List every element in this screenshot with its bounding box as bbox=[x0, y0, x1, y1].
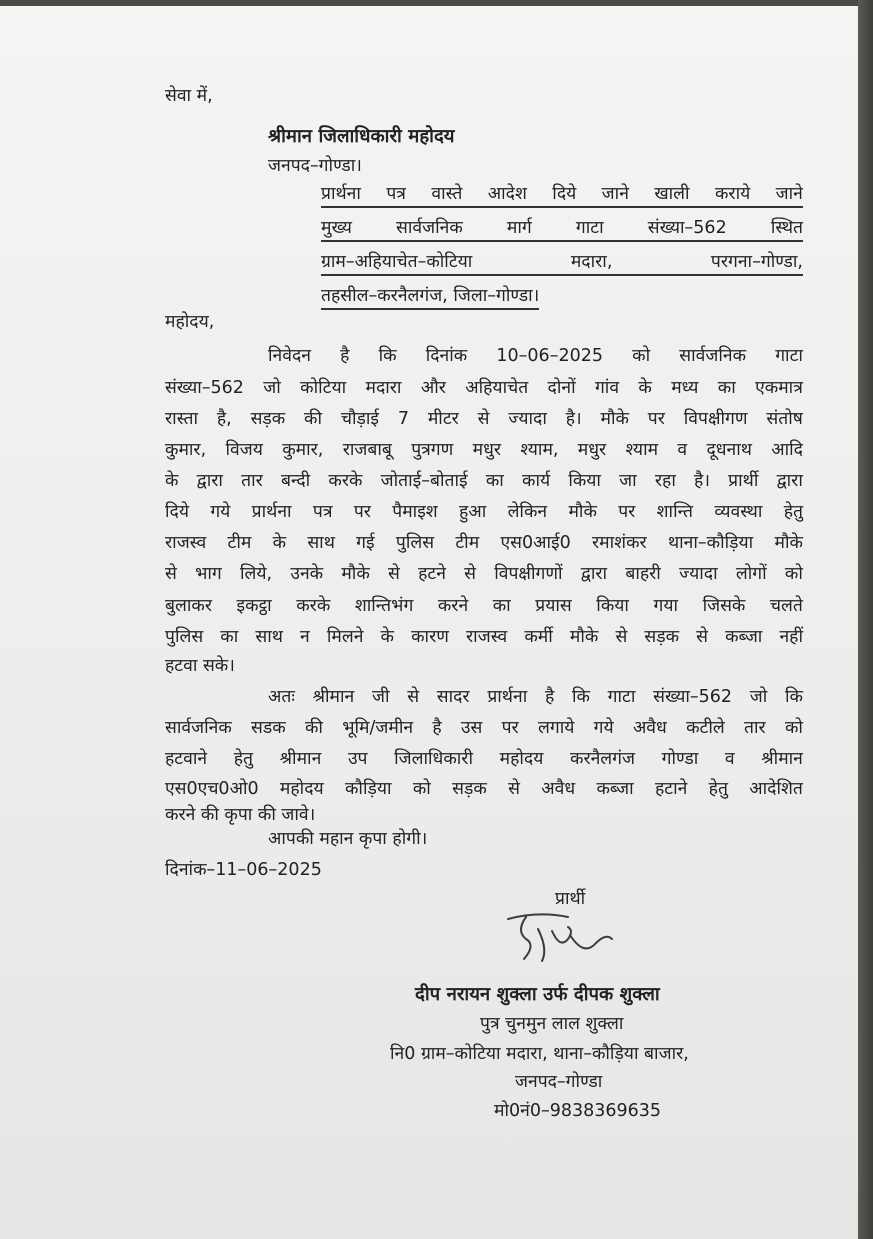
word: परगना–गोण्डा, bbox=[710, 252, 803, 272]
word: राजबाबू bbox=[342, 440, 392, 460]
word: पर bbox=[353, 502, 371, 522]
word: रास्ता bbox=[165, 409, 199, 429]
word: गोण्डा bbox=[661, 749, 699, 769]
paragraph-line bbox=[165, 535, 803, 553]
word: न bbox=[300, 627, 310, 647]
word: से bbox=[477, 409, 490, 429]
word: मधुर bbox=[472, 440, 502, 460]
word: संतोष bbox=[766, 409, 803, 429]
word: द्वारा bbox=[196, 471, 223, 491]
word: है। bbox=[565, 409, 582, 429]
word: विपक्षीगणों bbox=[494, 564, 563, 584]
word: कब्जा bbox=[596, 779, 634, 799]
word: सार्वजनिक bbox=[165, 718, 232, 738]
paragraph-line bbox=[268, 689, 803, 707]
subject-line bbox=[321, 288, 539, 310]
word: पत्र bbox=[386, 184, 406, 204]
word: बाहरी bbox=[625, 564, 661, 584]
word: महोदय bbox=[279, 779, 324, 799]
word: टीम bbox=[227, 533, 252, 553]
word: हटाने bbox=[655, 779, 688, 799]
word: पर bbox=[618, 502, 636, 522]
word: है। bbox=[694, 471, 710, 491]
word: आदि bbox=[771, 440, 803, 460]
word: शान्ति bbox=[656, 502, 693, 522]
word: से bbox=[165, 564, 177, 584]
word: दिनांक bbox=[425, 346, 468, 366]
word: 7 bbox=[397, 409, 409, 429]
word: मौके bbox=[774, 533, 803, 553]
paragraph-line bbox=[165, 598, 803, 616]
word: कर्मी bbox=[524, 627, 553, 647]
word: जोताई–बोताई bbox=[380, 471, 468, 491]
paragraph-line bbox=[165, 473, 803, 491]
word: गये bbox=[210, 502, 231, 522]
word: उस bbox=[460, 718, 483, 738]
word: उनके bbox=[290, 564, 324, 584]
subject-line bbox=[321, 186, 803, 208]
word: मध्य bbox=[671, 378, 699, 398]
paragraph-line bbox=[165, 658, 235, 676]
word: गाटा bbox=[775, 346, 803, 366]
word: से bbox=[388, 564, 400, 584]
word: हेतु bbox=[708, 779, 728, 799]
word: एस0आई0 bbox=[500, 533, 571, 553]
word: मौके bbox=[569, 627, 599, 647]
word: सडक bbox=[251, 718, 286, 738]
word: साथ bbox=[255, 627, 283, 647]
word: मौके bbox=[341, 564, 370, 584]
word: ज्यादा bbox=[508, 409, 547, 429]
word: चलते bbox=[769, 596, 803, 616]
word: द्वारा bbox=[776, 471, 803, 491]
word: का bbox=[485, 471, 504, 491]
recipient-district: जनपद–गोण्डा। bbox=[268, 156, 362, 176]
paragraph-line bbox=[268, 348, 803, 366]
word: गया bbox=[653, 596, 679, 616]
word: 10–06–2025 bbox=[496, 346, 603, 366]
word: की bbox=[304, 409, 323, 429]
word: करके bbox=[328, 471, 363, 491]
word: जी bbox=[371, 687, 390, 707]
word: का bbox=[717, 378, 736, 398]
word: प्रयास bbox=[535, 596, 572, 616]
word: कटीले bbox=[686, 718, 725, 738]
word: को bbox=[632, 346, 651, 366]
word: टीम bbox=[455, 533, 480, 553]
word: है, bbox=[216, 409, 232, 429]
word: गांव bbox=[594, 378, 620, 398]
word: व्यवस्था bbox=[714, 502, 763, 522]
word: को bbox=[412, 779, 431, 799]
letter-page bbox=[0, 6, 858, 1239]
word: श्रीमान bbox=[279, 749, 322, 769]
word: गई bbox=[356, 533, 375, 553]
word: मार्ग bbox=[506, 218, 532, 238]
word: शान्तिभंग bbox=[354, 596, 414, 616]
word: वास्ते bbox=[431, 184, 463, 204]
recipient-title: श्रीमान जिलाधिकारी महोदय bbox=[268, 126, 455, 147]
handwritten-signature bbox=[498, 909, 618, 969]
paragraph-line bbox=[165, 807, 315, 825]
word: गाटा bbox=[607, 687, 636, 707]
word: संख्या–562 bbox=[647, 218, 727, 238]
word: तार bbox=[744, 718, 766, 738]
word: कब्जा bbox=[725, 627, 763, 647]
word: मीटर bbox=[427, 409, 459, 429]
word: के bbox=[638, 378, 652, 398]
word: सादर bbox=[436, 687, 470, 707]
paragraph-line bbox=[165, 751, 803, 769]
paragraph-line bbox=[165, 781, 803, 799]
word: सार्वजनिक bbox=[679, 346, 747, 366]
word: रहा bbox=[654, 471, 676, 491]
word: का bbox=[220, 627, 239, 647]
paragraph-line bbox=[165, 629, 803, 647]
word: बुलाकर bbox=[165, 596, 212, 616]
word: पैमाइश bbox=[392, 502, 438, 522]
background-edge-right bbox=[858, 0, 873, 1239]
word: मदारा bbox=[365, 378, 402, 398]
greeting: महोदय, bbox=[165, 312, 215, 332]
word: संख्या–562 bbox=[653, 687, 733, 707]
word: आदेशित bbox=[749, 779, 803, 799]
word: द्वारा bbox=[580, 564, 608, 584]
word: है bbox=[432, 718, 442, 738]
word: निवेदन bbox=[268, 346, 311, 366]
word: श्याम, bbox=[520, 440, 559, 460]
word: पर bbox=[647, 409, 665, 429]
word: उप bbox=[347, 749, 368, 769]
paragraph-line bbox=[165, 566, 803, 584]
word: संख्या–562 bbox=[165, 378, 244, 398]
word: दोनों bbox=[547, 378, 576, 398]
word: के bbox=[272, 533, 287, 553]
word: महोदय bbox=[499, 749, 544, 769]
word: जिसके bbox=[702, 596, 746, 616]
subject-line bbox=[321, 220, 803, 242]
word: सड़क bbox=[452, 779, 487, 799]
word: के bbox=[165, 471, 179, 491]
word: की bbox=[304, 718, 323, 738]
paragraph-line bbox=[165, 442, 803, 460]
word: कुमार, bbox=[165, 440, 207, 460]
word: प्रार्थी bbox=[728, 471, 759, 491]
word: मौके bbox=[600, 409, 629, 429]
word: हुआ bbox=[459, 502, 487, 522]
sender-address: नि0 ग्राम–कोटिया मदारा, थाना–कौड़िया बाजार, bbox=[390, 1044, 689, 1064]
salutation-to: सेवा में, bbox=[165, 86, 213, 106]
word: से bbox=[407, 687, 420, 707]
word: थाना–कौड़िया bbox=[667, 533, 754, 553]
word: हटने bbox=[418, 564, 446, 584]
word: प्रार्थना bbox=[321, 184, 361, 204]
word: प्रार्थना bbox=[487, 687, 528, 707]
word: मिलने bbox=[326, 627, 364, 647]
word: भाग bbox=[195, 564, 222, 584]
word: नहीं bbox=[779, 627, 803, 647]
word: है bbox=[340, 346, 350, 366]
word: राजस्व bbox=[165, 533, 207, 553]
word: हेतु bbox=[783, 502, 803, 522]
word: प्रार्थना bbox=[251, 502, 292, 522]
sender-mobile: मो0नं0–9838369635 bbox=[494, 1101, 662, 1121]
word: ग्राम–अहियाचेत–कोटिया bbox=[321, 252, 473, 272]
word: और bbox=[420, 378, 446, 398]
word: पुलिस bbox=[165, 627, 204, 647]
word: व bbox=[677, 440, 688, 460]
word: बन्दी bbox=[280, 471, 311, 491]
sender-label: प्रार्थी bbox=[555, 889, 586, 909]
word: मौके bbox=[568, 502, 597, 522]
word: राजस्व bbox=[466, 627, 508, 647]
word: चौड़ाई bbox=[340, 409, 380, 429]
word: का bbox=[492, 596, 511, 616]
word: पत्र bbox=[312, 502, 333, 522]
subject-line bbox=[321, 254, 803, 276]
word: अतः bbox=[268, 687, 295, 707]
word: विजय bbox=[225, 440, 263, 460]
word: कराये bbox=[714, 184, 751, 204]
word: से bbox=[615, 627, 628, 647]
word: करने की कृपा की जावे। bbox=[165, 805, 316, 825]
word: श्रीमान bbox=[312, 687, 355, 707]
paragraph-line bbox=[165, 411, 803, 429]
word: अहियाचेत bbox=[465, 378, 529, 398]
closing-line: आपकी महान कृपा होगी। bbox=[268, 829, 428, 849]
word: मधुर bbox=[577, 440, 607, 460]
word: भूमि/जमीन bbox=[342, 718, 414, 738]
sender-district: जनपद–गोण्डा bbox=[515, 1072, 603, 1092]
word: पुत्रगण bbox=[411, 440, 454, 460]
word: लेकिन bbox=[507, 502, 548, 522]
word: किया bbox=[596, 596, 629, 616]
word: व bbox=[724, 749, 735, 769]
word: अवैध bbox=[541, 779, 576, 799]
word: मुख्य bbox=[321, 218, 352, 238]
word: दिये bbox=[165, 502, 189, 522]
word: लोगों bbox=[735, 564, 767, 584]
sender-father: पुत्र चुनमुन लाल शुक्ला bbox=[480, 1014, 624, 1034]
word: हटवा सके। bbox=[165, 656, 235, 676]
word: कोटिया bbox=[300, 378, 347, 398]
word: स्थित bbox=[770, 218, 803, 238]
word: करके bbox=[296, 596, 331, 616]
word: अवैध bbox=[632, 718, 667, 738]
sender-name: दीप नरायन शुक्ला उर्फ दीपक शुक्ला bbox=[415, 984, 660, 1005]
word: को bbox=[784, 564, 803, 584]
word: एकमात्र bbox=[755, 378, 803, 398]
word: को bbox=[784, 718, 803, 738]
word: दिये bbox=[552, 184, 577, 204]
word: श्याम bbox=[625, 440, 659, 460]
word: तहसील–करनैलगंज, जिला–गोण्डा। bbox=[321, 286, 540, 306]
word: ज्यादा bbox=[679, 564, 718, 584]
letter-date: दिनांक–11–06–2025 bbox=[165, 860, 322, 880]
word: हेतु bbox=[233, 749, 254, 769]
word: आदेश bbox=[487, 184, 527, 204]
word: मदारा, bbox=[570, 252, 613, 272]
word: लगाये bbox=[537, 718, 575, 738]
word: एस0एच0ओ0 bbox=[165, 779, 259, 799]
word: से bbox=[696, 627, 708, 647]
paragraph-line bbox=[165, 504, 803, 522]
word: जिलाधिकारी bbox=[394, 749, 473, 769]
word: साथ bbox=[307, 533, 335, 553]
word: के bbox=[380, 627, 394, 647]
word: कार्य bbox=[522, 471, 551, 491]
word: सार्वजनिक bbox=[396, 218, 463, 238]
word: जो bbox=[749, 687, 768, 707]
word: जाने bbox=[601, 184, 629, 204]
word: हटवाने bbox=[165, 749, 208, 769]
word: कि bbox=[571, 687, 590, 707]
word: दूधनाथ bbox=[706, 440, 752, 460]
word: करने bbox=[437, 596, 469, 616]
word: कारण bbox=[411, 627, 449, 647]
word: पर bbox=[501, 718, 519, 738]
word: तार bbox=[241, 471, 263, 491]
word: जो bbox=[263, 378, 281, 398]
word: लिये, bbox=[240, 564, 273, 584]
word: किया bbox=[568, 471, 601, 491]
paragraph-line bbox=[165, 380, 803, 398]
word: श्रीमान bbox=[761, 749, 803, 769]
word: जा bbox=[619, 471, 637, 491]
word: पुलिस bbox=[395, 533, 435, 553]
word: गाटा bbox=[575, 218, 604, 238]
word: खाली bbox=[654, 184, 690, 204]
word: करनैलगंज bbox=[570, 749, 636, 769]
word: कि bbox=[378, 346, 397, 366]
word: विपक्षीगण bbox=[683, 409, 748, 429]
word: सड़क bbox=[250, 409, 286, 429]
word: से bbox=[464, 564, 476, 584]
word: है bbox=[544, 687, 555, 707]
word: सड़क bbox=[644, 627, 680, 647]
word: गये bbox=[593, 718, 614, 738]
word: कौड़िया bbox=[344, 779, 392, 799]
word: इकट्ठा bbox=[236, 596, 272, 616]
word: कि bbox=[785, 687, 803, 707]
word: जाने bbox=[775, 184, 803, 204]
word: कुमार, bbox=[282, 440, 324, 460]
paragraph-line bbox=[165, 720, 803, 738]
word: रमाशंकर bbox=[592, 533, 647, 553]
word: से bbox=[508, 779, 520, 799]
